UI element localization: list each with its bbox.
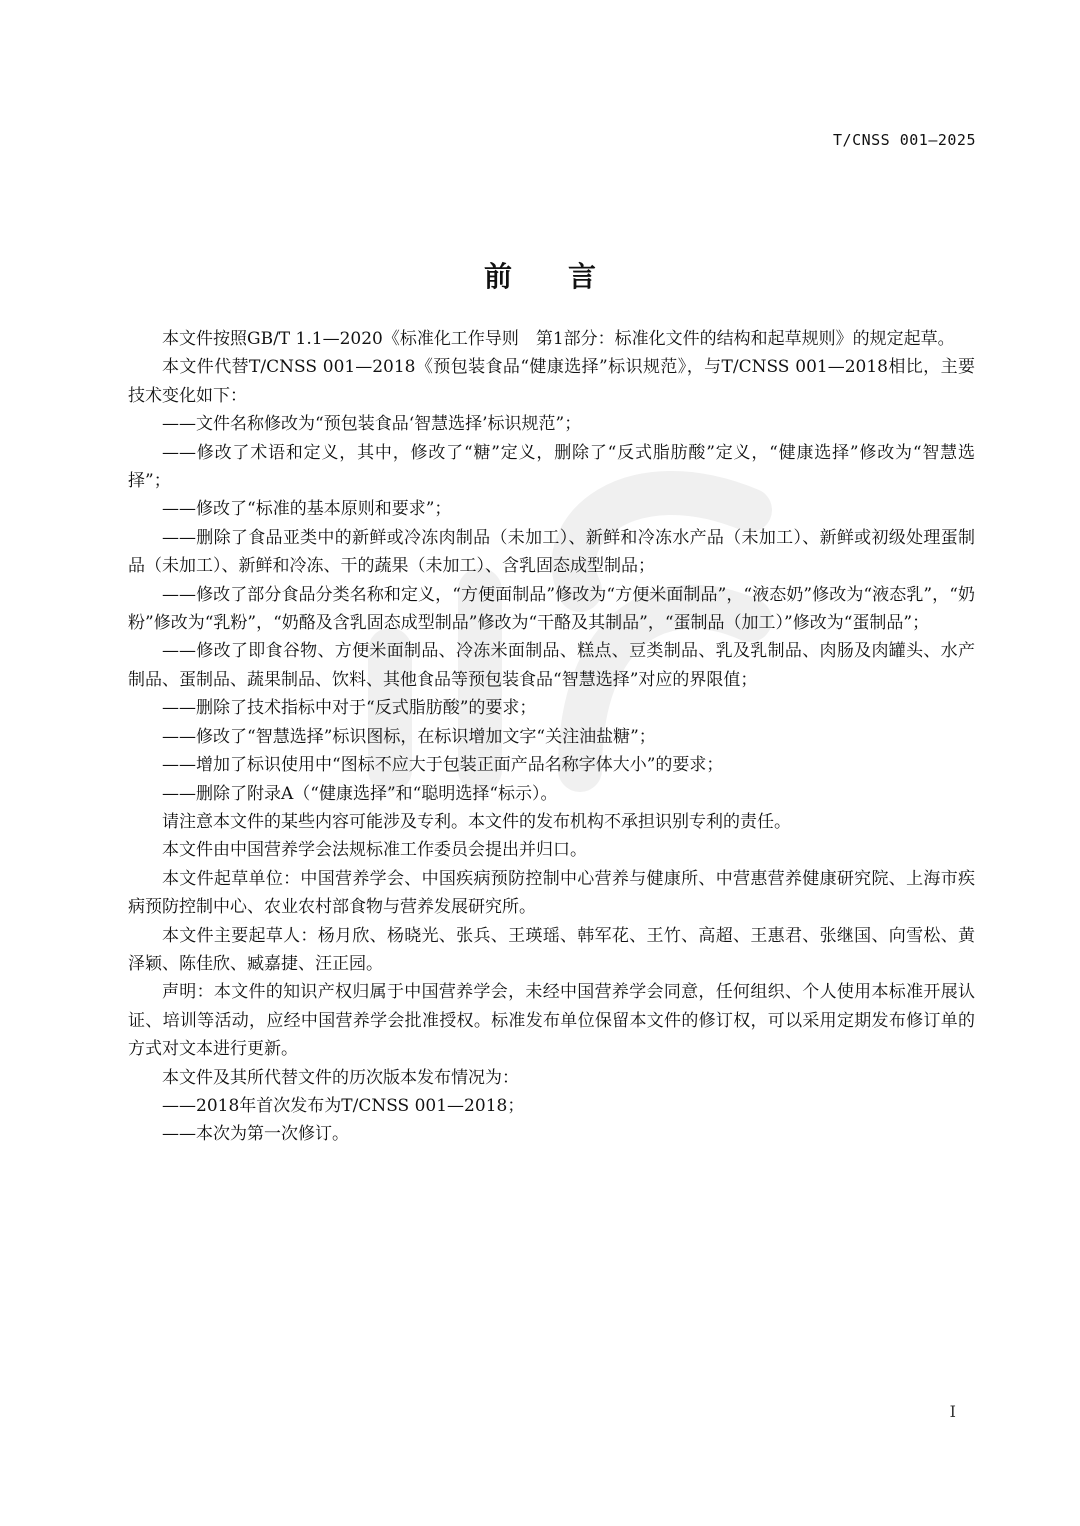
list-item: ——删除了食品亚类中的新鲜或冷冻肉制品（未加工）、新鲜和冷冻水产品（未加工）、新鲜或初级处理蛋制品（未加工）、新鲜和冷冻、干的蔬果（未加工）、含乳固态成型制品； [128, 527, 975, 577]
paragraph: 声明：本文件的知识产权归属于中国营养学会，未经中国营养学会同意，任何组织、个人使用本标准开展认证、培训等活动，应经中国营养学会批准授权。标准发布单位保留本文件的修订权，可以采用定期发布修订单的方式对文本进行更新。 [128, 982, 975, 1060]
paragraph: 本文件按照GB/T 1.1—2020《标准化工作导则 第1部分：标准化文件的结构和起草规则》的规定起草。 [162, 329, 955, 349]
standard-code: T/CNSS 001—2025 [833, 131, 976, 149]
foreword-body [128, 325, 975, 1149]
list-item: ——2018年首次发布为T/CNSS 001—2018； [162, 1095, 525, 1116]
list-item: ——增加了标识使用中“图标不应大于包装正面产品名称字体大小”的要求； [162, 755, 724, 776]
paragraph: 本文件主要起草人：杨月欣、杨晓光、张兵、王瑛瑶、韩军花、王竹、高超、王惠君、张继国、向雪松、黄泽颖、陈佳欣、臧嘉捷、汪正园。 [128, 925, 975, 974]
list-item: ——修改了术语和定义，其中，修改了“糖”定义，删除了“反式脂肪酸”定义，“健康选择”修改为“智慧选择”； [128, 442, 975, 492]
list-item: ——修改了“智慧选择”标识图标，在标识增加文字“关注油盐糖”； [162, 726, 656, 747]
list-item: ——文件名称修改为“预包装食品‘智慧选择’标识规范”； [162, 414, 582, 435]
list-item: ——删除了技术指标中对于“反式脂肪酸”的要求； [162, 698, 537, 719]
page-number: I [949, 1402, 956, 1421]
paragraph: 本文件由中国营养学会法规标准工作委员会提出并归口。 [162, 840, 587, 861]
list-item: ——修改了即食谷物、方便米面制品、冷冻米面制品、糕点、豆类制品、乳及乳制品、肉肠及肉罐头、水产制品、蛋制品、蔬果制品、饮料、其他食品等预包装食品“智慧选择”对应的界限值； [128, 641, 975, 690]
list-item: ——本次为第一次修订。 [162, 1124, 349, 1145]
paragraph: 本文件起草单位：中国营养学会、中国疾病预防控制中心营养与健康所、中营惠营养健康研究院、上海市疾病预防控制中心、农业农村部食物与营养发展研究所。 [128, 868, 975, 918]
paragraph: 本文件及其所代替文件的历次版本发布情况为： [162, 1067, 519, 1088]
list-item: ——修改了部分食品分类名称和定义，“方便面制品”修改为“方便米面制品”，“液态奶”修改为“液态乳”，“奶粉”修改为“乳粉”，“奶酪及含乳固态成型制品”修改为“干酪及其制品”，“蛋制品（加工）”修改为“蛋制品”； [128, 584, 975, 634]
page-title: 前言 [483, 260, 652, 293]
list-item: ——删除了附录A（“健康选择”和“聪明选择“标示）。 [162, 783, 558, 804]
paragraph: 请注意本文件的某些内容可能涉及专利。本文件的发布机构不承担识别专利的责任。 [162, 811, 791, 832]
paragraph: 本文件代替T/CNSS 001—2018《预包装食品“健康选择”标识规范》，与T/CNSS 001—2018相比，主要技术变化如下： [128, 357, 975, 406]
list-item: ——修改了“标准的基本原则和要求”； [162, 499, 452, 520]
